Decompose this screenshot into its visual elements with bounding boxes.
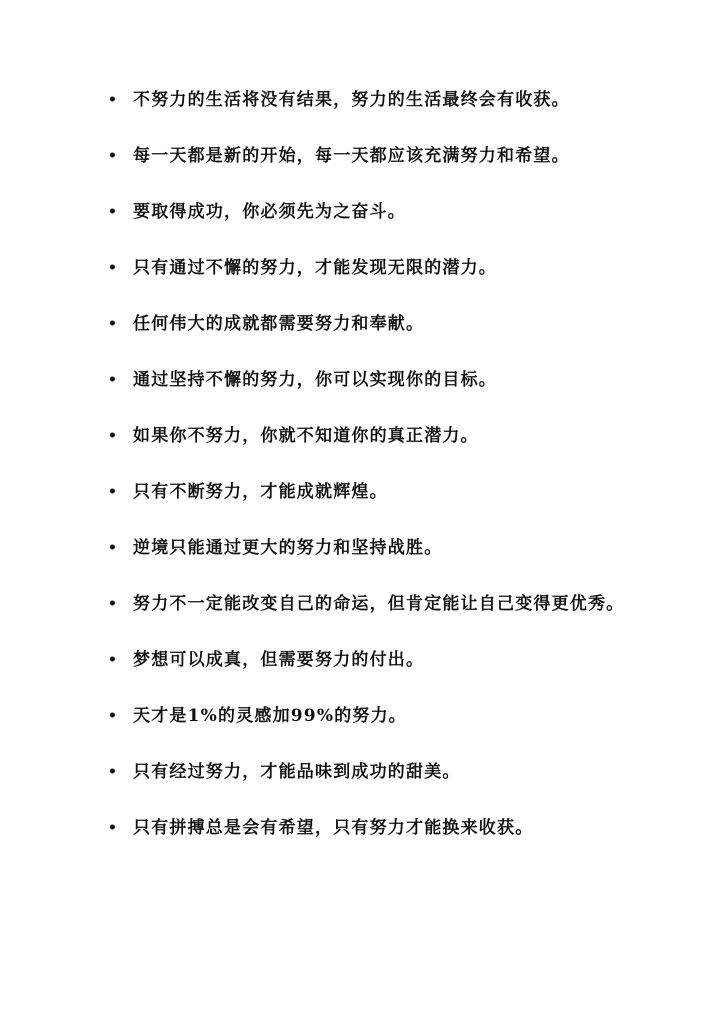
bullet-icon: •	[108, 148, 119, 164]
quote-list	[108, 82, 628, 866]
list-item	[108, 530, 628, 567]
bullet-icon: •	[108, 540, 119, 556]
list-item	[108, 586, 628, 623]
list-item	[108, 418, 628, 455]
bullet-icon: •	[108, 764, 119, 780]
list-item	[108, 306, 628, 343]
list-item	[108, 754, 628, 791]
quote-text: 只有经过努力，才能品味到成功的甜美。	[133, 762, 461, 782]
quote-text: 努力不一定能改变自己的命运，但肯定能让自己变得更优秀。	[133, 594, 625, 614]
bullet-icon: •	[108, 316, 119, 332]
bullet-icon: •	[108, 596, 119, 612]
quote-text: 每一天都是新的开始，每一天都应该充满努力和希望。	[133, 146, 570, 166]
bullet-icon: •	[108, 820, 119, 836]
list-item	[108, 698, 628, 735]
bullet-icon: •	[108, 92, 119, 108]
list-item	[108, 362, 628, 399]
bullet-icon: •	[108, 260, 119, 276]
quote-text: 天才是1%的灵感加99%的努力。	[133, 706, 407, 726]
bullet-icon: •	[108, 652, 119, 668]
list-item	[108, 642, 628, 679]
quote-text: 如果你不努力，你就不知道你的真正潜力。	[133, 426, 479, 446]
list-item	[108, 250, 628, 287]
bullet-icon: •	[108, 428, 119, 444]
quote-text: 只有不断努力，才能成就辉煌。	[133, 482, 388, 502]
bullet-icon: •	[108, 708, 119, 724]
list-item	[108, 474, 628, 511]
bullet-icon: •	[108, 204, 119, 220]
quote-text: 不努力的生活将没有结果，努力的生活最终会有收获。	[133, 90, 570, 110]
quote-text: 只有通过不懈的努力，才能发现无限的潜力。	[133, 258, 497, 278]
bullet-icon: •	[108, 372, 119, 388]
quote-text: 通过坚持不懈的努力，你可以实现你的目标。	[133, 370, 497, 390]
list-item	[108, 82, 628, 119]
list-item	[108, 194, 628, 231]
quote-text: 逆境只能通过更大的努力和坚持战胜。	[133, 538, 443, 558]
quote-text: 任何伟大的成就都需要努力和奉献。	[133, 314, 425, 334]
quote-text: 要取得成功，你必须先为之奋斗。	[133, 202, 406, 222]
list-item	[108, 810, 628, 847]
quote-text: 梦想可以成真，但需要努力的付出。	[133, 650, 425, 670]
quote-text: 只有拼搏总是会有希望，只有努力才能换来收获。	[133, 818, 534, 838]
bullet-icon: •	[108, 484, 119, 500]
list-item	[108, 138, 628, 175]
